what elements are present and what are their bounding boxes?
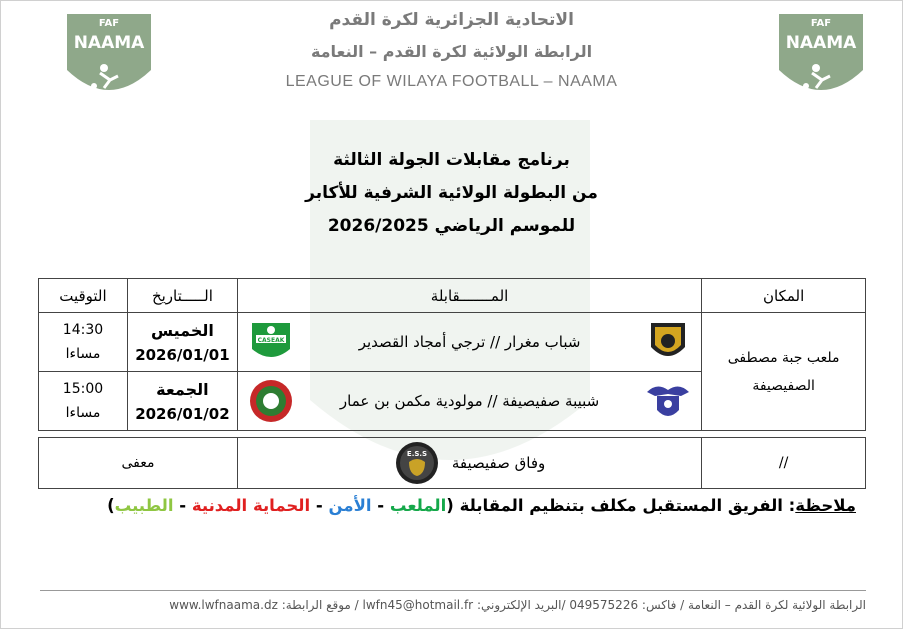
footer-divider [40,590,866,591]
match-teams: شبيبة صفيصيفة // مولودية مكمن بن عمار [339,392,600,410]
note-stadium: الملعب [389,496,447,515]
match-teams: شباب مغرار // ترجي أمجاد القصدير [358,333,581,351]
header-date: الـــــتاريخ [127,279,237,313]
league-name-en: LEAGUE OF WILAYA FOOTBALL – NAAMA [285,73,618,90]
team-crest-chabab-meghrar [645,319,691,365]
team-crest-wifak-sfissifa [394,440,440,486]
time-cell [39,372,128,431]
time-cell [39,313,128,372]
title-line-3: للموسم الرياضي 2026/2025 [327,216,576,236]
note-label: ملاحظة [795,496,856,515]
team-crest-chabiba-sfissifa [645,378,691,424]
league-name-ar: الرابطة الولائية لكرة القدم – النعامة [310,42,593,61]
svg-text:FAF: FAF [98,18,120,29]
match-time: 14:30 [62,322,104,338]
team-crest-mouloudia [248,378,294,424]
league-logo-right [776,10,866,104]
note: ملاحظة: الفريق المستقبل مكلف بتنظيم المقابلة (الملعب - الأمن - الحماية المدنية - الطبيب) [107,496,856,515]
match-date: 2026/01/01 [135,345,230,364]
footer-contact: الرابطة الولائية لكرة القدم – النعامة / فاكس: 049575226 /البريد الإلكتروني: lwfn45@hotmail.fr / موقع الرابطة: www.lwfnaama.dz [169,598,866,612]
bye-venue: // [702,438,866,489]
title-line-1: برنامج مقابلات الجولة الثالثة [333,150,570,170]
venue-cell: ملعب جبة مصطفى الصفيصيفة [702,313,866,431]
header-time: التوقيت [39,279,128,313]
match-period: مساءا [65,346,101,362]
svg-text:FAF: FAF [810,18,832,29]
note-civil-protection: الحماية المدنية [191,496,311,515]
table-row [39,313,866,372]
bye-team: وفاق صفيصيفة [451,454,546,472]
date-cell [127,313,237,372]
match-cell [237,313,701,372]
league-logo-left [64,10,154,104]
header-venue: المكان [702,279,866,313]
team-crest-caseak [248,319,294,365]
match-time: 15:00 [62,381,104,397]
match-day: الخميس [150,320,214,340]
table-header-row [39,279,866,313]
svg-text:CASEAK: CASEAK [257,337,285,344]
title-line-2: من البطولة الولائية الشرفية للأكابر [305,183,598,203]
schedule-table [38,278,866,489]
match-cell [237,372,701,431]
match-date: 2026/01/02 [135,404,230,423]
federation-name: الاتحادية الجزائرية لكرة القدم [329,10,574,30]
bye-status: معفى [39,438,238,489]
note-text: : الفريق المستقبل مكلف بتنظيم المقابلة ( [446,496,796,515]
header-match: المـــــــقابلة [237,279,701,313]
svg-text:NAAMA: NAAMA [73,33,145,53]
table-row-bye [39,438,866,489]
note-doctor: الطبيب [114,496,174,515]
svg-text:E.S.S: E.S.S [406,450,427,458]
svg-text:NAAMA: NAAMA [785,33,857,53]
note-security: الأمن [328,496,372,515]
match-period: مساءا [65,405,101,421]
match-day: الجمعة [156,379,209,399]
date-cell [127,372,237,431]
bye-match-cell [237,438,701,489]
